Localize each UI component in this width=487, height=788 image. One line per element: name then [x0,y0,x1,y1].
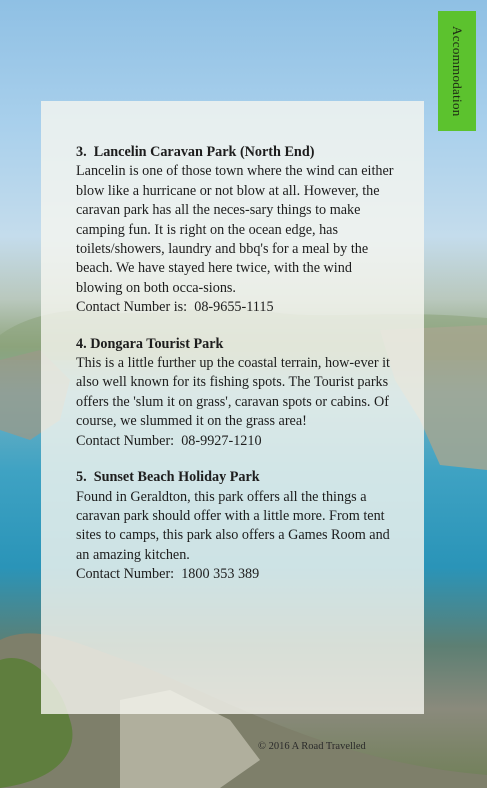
park-heading: 5. Sunset Beach Holiday Park [76,469,260,486]
park-contact: Contact Number: 1800 353 389 [76,566,260,583]
park-description: This is a little further up the coastal terrain, how-ever it also well known for its fishing spots. The Tourist parks offers the 'slum it on grass', caravan spots or cabins. Of course, we slummed it on the grass area! [76,355,390,430]
copyright-notice: © 2016 A Road Travelled [258,741,366,752]
park-entry-lancelin [76,143,394,318]
park-description: Lancelin is one of those town where the wind can either blow like a hurricane or not blow at all. However, the caravan park has all the neces-sary things to make camping fun. It is right on the ocean edge, has toilets/showers, laundry and bbq's for a meal by the beach. We have stayed here twice, with the wind blowing on both occa-sions. [76,163,394,296]
park-description: Found in Geraldton, this park offers all the things a caravan park should offer with a little more. From tent sites to camps, this park also offers a Games Room and an amazing kitchen. [76,488,390,563]
park-heading: 4. Dongara Tourist Park [76,335,224,352]
park-contact: Contact Number is: 08-9655-1115 [76,299,274,316]
tab-label: Accommodation [450,25,465,117]
park-heading: 3. Lancelin Caravan Park (North End) [76,144,315,160]
park-list [76,143,394,602]
park-contact: Contact Number: 08-9927-1210 [76,432,262,449]
accommodation-tab[interactable] [438,11,476,131]
park-entry-sunset-beach [76,468,394,584]
park-entry-dongara [76,335,394,451]
